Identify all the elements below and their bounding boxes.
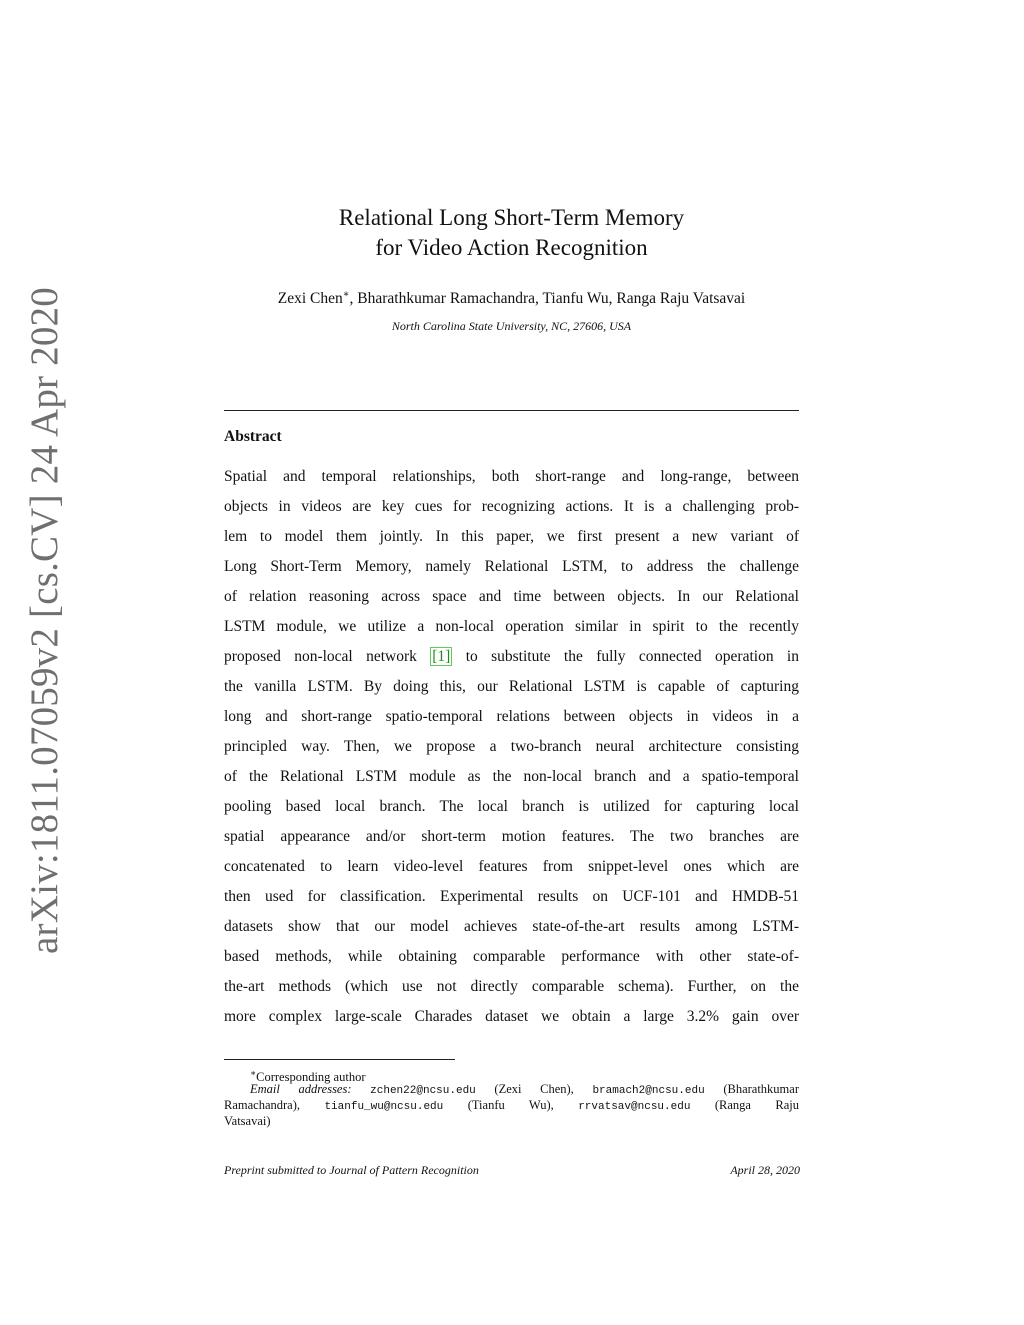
author-list: [224, 289, 799, 308]
abstract-line: long and short-range spatio-temporal relations between objects in videos in a: [224, 708, 799, 725]
paper-title: [224, 203, 799, 263]
abstract-line: lem to model them jointly. In this paper, we first present a new variant of: [224, 528, 799, 545]
abstract-heading: Abstract: [224, 428, 282, 445]
footnote-emails-line-2: [224, 1097, 799, 1113]
email-link[interactable]: zchen22@ncsu.edu: [370, 1085, 476, 1097]
footnote-emails-line-3: [224, 1113, 799, 1129]
title-line-1: Relational Long Short-Term Memory: [338, 205, 685, 230]
abstract-line: pooling based local branch. The local branch is utilized for capturing local: [224, 798, 799, 815]
abstract-line: of the Relational LSTM module as the non-local branch and a spatio-temporal: [224, 768, 799, 785]
footnote-mark: ∗: [250, 1068, 257, 1078]
footnote-corresponding: [224, 1065, 799, 1085]
abstract-line: concatenated to learn video-level features from snippet-level ones which are: [224, 858, 799, 875]
footnote: [224, 1065, 799, 1129]
abstract-line: Spatial and temporal relationships, both short-range and long-range, between: [224, 468, 799, 485]
abstract-line: based methods, while obtaining comparable performance with other state-of-: [224, 948, 799, 965]
email-owner: Vatsavai): [224, 1114, 271, 1128]
abstract-line: Long Short-Term Memory, namely Relational LSTM, to address the challenge: [224, 558, 799, 575]
email-owner: Ramachandra),: [224, 1098, 325, 1112]
arxiv-identifier: arXiv:1811.07059v2 [cs.CV] 24 Apr 2020: [22, 286, 66, 954]
abstract-line: more complex large-scale Charades dataset we obtain a large 3.2% gain over: [224, 1008, 799, 1025]
author-rest: , Bharathkumar Ramachandra, Tianfu Wu, Ranga Raju Vatsavai: [349, 290, 746, 308]
corresponding-mark: ∗: [342, 289, 350, 300]
email-label: Email addresses:: [250, 1082, 371, 1096]
abstract-line: objects in videos are key cues for recognizing actions. It is a challenging prob-: [224, 498, 799, 515]
preprint-note: Preprint submitted to Journal of Pattern Recognition: [224, 1163, 479, 1177]
citation-line-before: proposed non-local network: [224, 648, 431, 665]
corresponding-label: Corresponding author: [256, 1070, 366, 1085]
abstract-line: of relation reasoning across space and time between objects. In our Relational: [224, 588, 799, 605]
citation-line-after: to substitute the fully connected operation in: [452, 648, 799, 665]
email-link[interactable]: rrvatsav@ncsu.edu: [578, 1101, 691, 1113]
email-owner: (Zexi Chen),: [475, 1082, 593, 1096]
abstract-line: the-art methods (which use not directly comparable schema). Further, on the: [224, 978, 799, 995]
citation-link[interactable]: [1]: [432, 648, 451, 665]
abstract-line: datasets show that our model achieves state-of-the-art results among LSTM-: [224, 918, 799, 935]
author-first: Zexi Chen: [277, 290, 343, 308]
abstract-line-with-citation: [224, 646, 799, 676]
abstract-line: then used for classification. Experimental results on UCF-101 and HMDB-51: [224, 888, 799, 905]
abstract-line: the vanilla LSTM. By doing this, our Relational LSTM is capable of capturing: [224, 678, 799, 695]
footnote-emails-line-1: [224, 1081, 799, 1097]
footnote-divider: [224, 1059, 455, 1060]
email-owner: (Tianfu Wu),: [443, 1098, 579, 1112]
abstract-line: spatial appearance and/or short-term motion features. The two branches are: [224, 828, 799, 845]
preprint-date: April 28, 2020: [730, 1163, 800, 1177]
header-divider: [224, 410, 799, 411]
abstract-body: [224, 466, 799, 1036]
abstract-line: principled way. Then, we propose a two-branch neural architecture consisting: [224, 738, 799, 755]
email-link[interactable]: tianfu_wu@ncsu.edu: [324, 1101, 444, 1113]
email-link[interactable]: bramach2@ncsu.edu: [592, 1085, 705, 1097]
email-owner: (Bharathkumar: [704, 1082, 799, 1096]
affiliation: North Carolina State University, NC, 27606, USA: [391, 319, 632, 333]
abstract-line: LSTM module, we utilize a non-local operation similar in spirit to the recently: [224, 618, 799, 635]
title-line-2: for Video Action Recognition: [375, 235, 648, 260]
arxiv-side-stamp: [16, 286, 72, 954]
email-owner: (Ranga Raju: [690, 1098, 799, 1112]
